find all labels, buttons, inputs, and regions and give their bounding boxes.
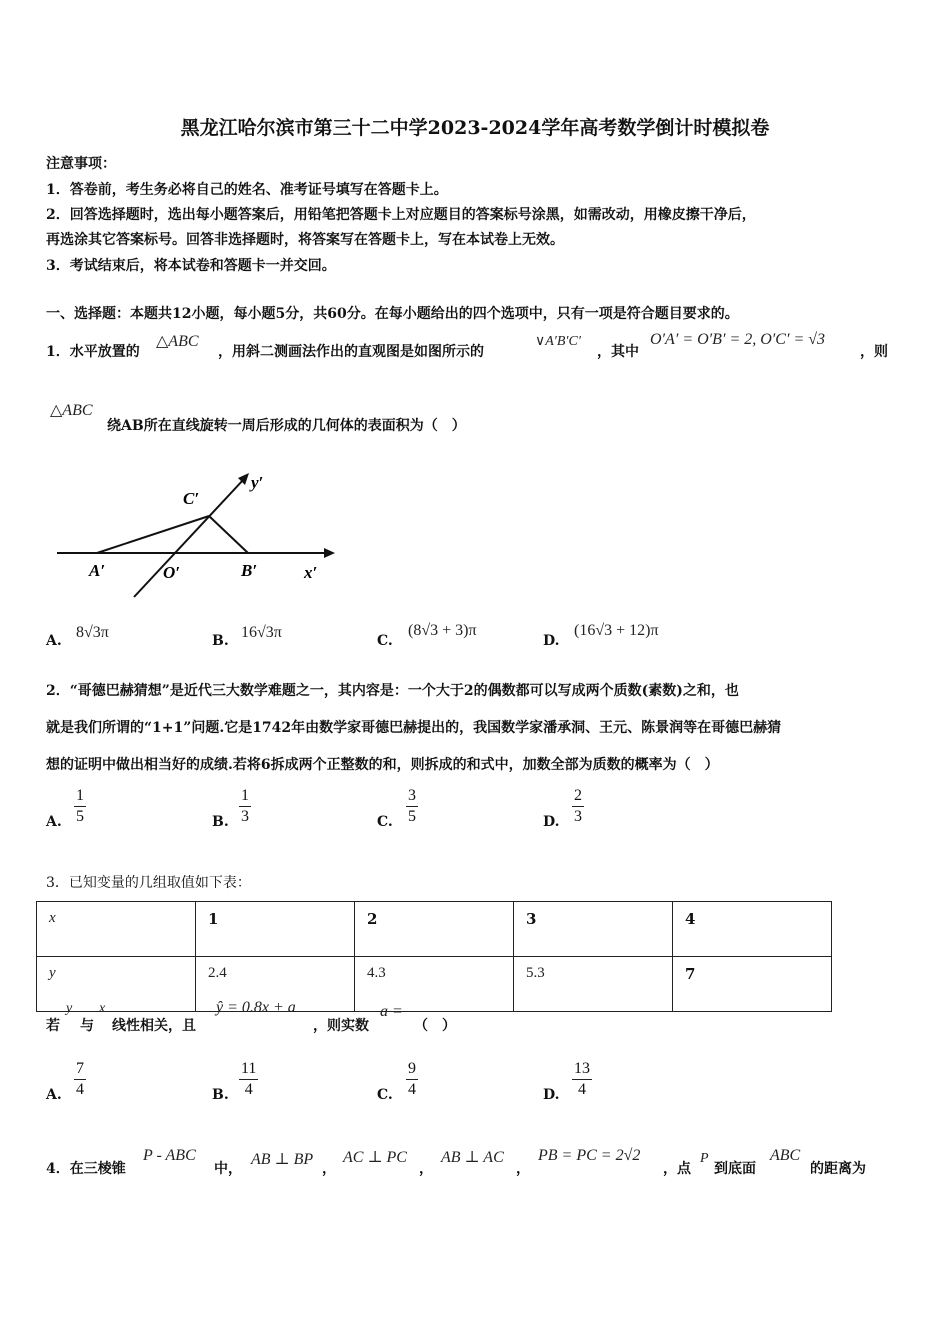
denominator: 4 [578,1081,586,1098]
page-title: 黑龙江哈尔滨市第三十二中学2023-2024学年高考数学倒计时模拟卷 [180,117,770,139]
option-d-label[interactable]: D. [543,814,560,830]
option-b-label[interactable]: B. [212,814,229,830]
option-a-label[interactable]: A. [46,633,62,649]
q4-math: AB ⊥ AC [441,1149,504,1166]
q2-text: 2．“哥德巴赫猜想”是近代三大数学难题之一，其内容是：一个大于2的偶数都可以写成两个质数(素数)之和，也 [46,683,739,699]
notice-item: 1．答卷前，考生务必将自己的姓名、准考证号填写在答题卡上。 [46,182,448,198]
segment-c-b [209,516,248,553]
denominator: 4 [76,1081,84,1098]
q3-math: x [99,1001,106,1016]
numerator: 7 [76,1060,84,1077]
q3-text: 线性相关，且 [112,1018,196,1034]
option-b-label[interactable]: B. [212,633,229,649]
label-o: O′ [163,563,181,582]
q3-text: 与 [80,1018,94,1034]
q4-math: ABC [770,1147,801,1164]
table-cell: 2 [355,902,514,957]
oblique-projection-figure [52,462,342,602]
q1-text: ，用斜二测画法作出的直观图是如图所示的 [218,344,484,360]
label-y: y′ [251,473,264,492]
q1-text: 1．水平放置的 [46,344,140,360]
q1-math: △ABC [156,333,199,350]
notice-heading: 注意事项： [46,156,116,172]
q1-text: ，则 [860,344,888,360]
label-b: B′ [241,561,258,580]
option-b-fraction [239,787,251,826]
numerator: 11 [241,1060,257,1077]
numerator: 13 [574,1060,590,1077]
option-b-label[interactable]: B. [212,1087,229,1103]
option-c-fraction [406,787,418,826]
numerator: 2 [574,787,582,804]
option-d-label[interactable]: D. [543,1087,560,1103]
denominator: 3 [241,808,249,825]
table-cell: 3 [514,902,673,957]
option-d-fraction [572,787,584,826]
q3-intro: 3．已知变量的几组取值如下表： [46,875,251,891]
label-x: x′ [304,563,318,582]
option-b-value: 16√3π [241,624,282,641]
q1-math: △ABC [50,402,93,419]
denominator: 5 [408,808,416,825]
option-a-fraction [74,787,86,826]
q4-math: AB ⊥ BP [251,1151,314,1168]
q3-math: a = [380,1003,403,1020]
x-axis-arrow [324,548,335,558]
section-heading: 一、选择题：本题共12小题，每小题5分，共60分。在每小题给出的四个选项中，只有一项是符合题目要求的。 [46,306,739,322]
q4-text: ， [419,1161,433,1177]
label-a: A′ [89,561,106,580]
option-d-label[interactable]: D. [543,633,560,649]
table-cell: x [37,902,196,957]
data-table [36,901,832,1012]
table-row [37,957,832,1012]
table-cell: 4 [673,902,832,957]
q3-text: （ ） [414,1018,456,1034]
denominator: 3 [574,808,582,825]
q4-text: ， [322,1161,336,1177]
denominator: 5 [76,808,84,825]
q1-text: ，其中 [597,344,639,360]
label-c: C′ [183,489,200,508]
option-c-label[interactable]: C. [377,633,393,649]
q4-math: P [700,1151,709,1166]
q4-math: P - ABC [143,1147,196,1164]
option-c-value: (8√3 + 3)π [408,622,477,639]
notice-item: 再选涂其它答案标号。回答非选择题时，将答案写在答题卡上，写在本试卷上无效。 [46,232,564,248]
numerator: 9 [408,1060,416,1077]
table-cell: 4.3 [355,957,514,1012]
q4-math: AC ⊥ PC [343,1149,407,1166]
option-b-fraction [239,1060,258,1099]
numerator: 1 [76,787,84,804]
q3-text: ，则实数 [313,1018,369,1034]
table-cell: 5.3 [514,957,673,1012]
table-row [37,902,832,957]
option-a-label[interactable]: A. [46,814,62,830]
q4-text: ， [516,1161,530,1177]
q1-text: 绕AB所在直线旋转一周后形成的几何体的表面积为（ ） [107,418,466,434]
q4-text: ，点 [663,1161,691,1177]
table-cell: 1 [196,902,355,957]
q2-text: 想的证明中做出相当好的成绩.若将6拆成两个正整数的和，则拆成的和式中，加数全部为质数的概率为（ ） [46,757,719,773]
denominator: 4 [244,1081,253,1098]
q4-text: 的距离为 [810,1161,866,1177]
q4-math: PB = PC = 2√2 [538,1147,641,1164]
option-a-value: 8√3π [76,624,109,641]
option-d-value: (16√3 + 12)π [574,622,659,639]
denominator: 4 [408,1081,416,1098]
notice-item: 3．考试结束后，将本试卷和答题卡一并交回。 [46,258,336,274]
q3-math: ŷ = 0.8x + a [216,999,296,1016]
option-c-fraction [406,1060,418,1099]
q4-text: 4．在三棱锥 [46,1161,126,1177]
q1-math: O′A′ = O′B′ = 2, O′C′ = √3 [650,331,826,348]
option-c-label[interactable]: C. [377,814,393,830]
q3-text: 若 [46,1018,60,1034]
option-d-fraction [572,1060,592,1099]
q1-math: ∨A′B′C′ [535,334,581,349]
table-cell: y [37,957,196,1012]
table-cell: 2.4 [196,957,355,1012]
table-cell: 7 [673,957,832,1012]
numerator: 3 [408,787,416,804]
q4-text: 到底面 [714,1161,756,1177]
option-a-fraction [74,1060,86,1099]
notice-item: 2．回答选择题时，选出每小题答案后，用铅笔把答题卡上对应题目的答案标号涂黑，如需改动，用橡皮擦干净后， [46,207,756,223]
q4-text: 中， [214,1161,242,1177]
numerator: 1 [241,787,249,804]
q2-text: 就是我们所谓的“1+1”问题.它是1742年由数学家哥德巴赫提出的，我国数学家潘承洞、王元、陈景润等在哥德巴赫猜 [46,720,782,736]
option-c-label[interactable]: C. [377,1087,393,1103]
option-a-label[interactable]: A. [46,1087,62,1103]
q3-math: y [66,1001,73,1016]
